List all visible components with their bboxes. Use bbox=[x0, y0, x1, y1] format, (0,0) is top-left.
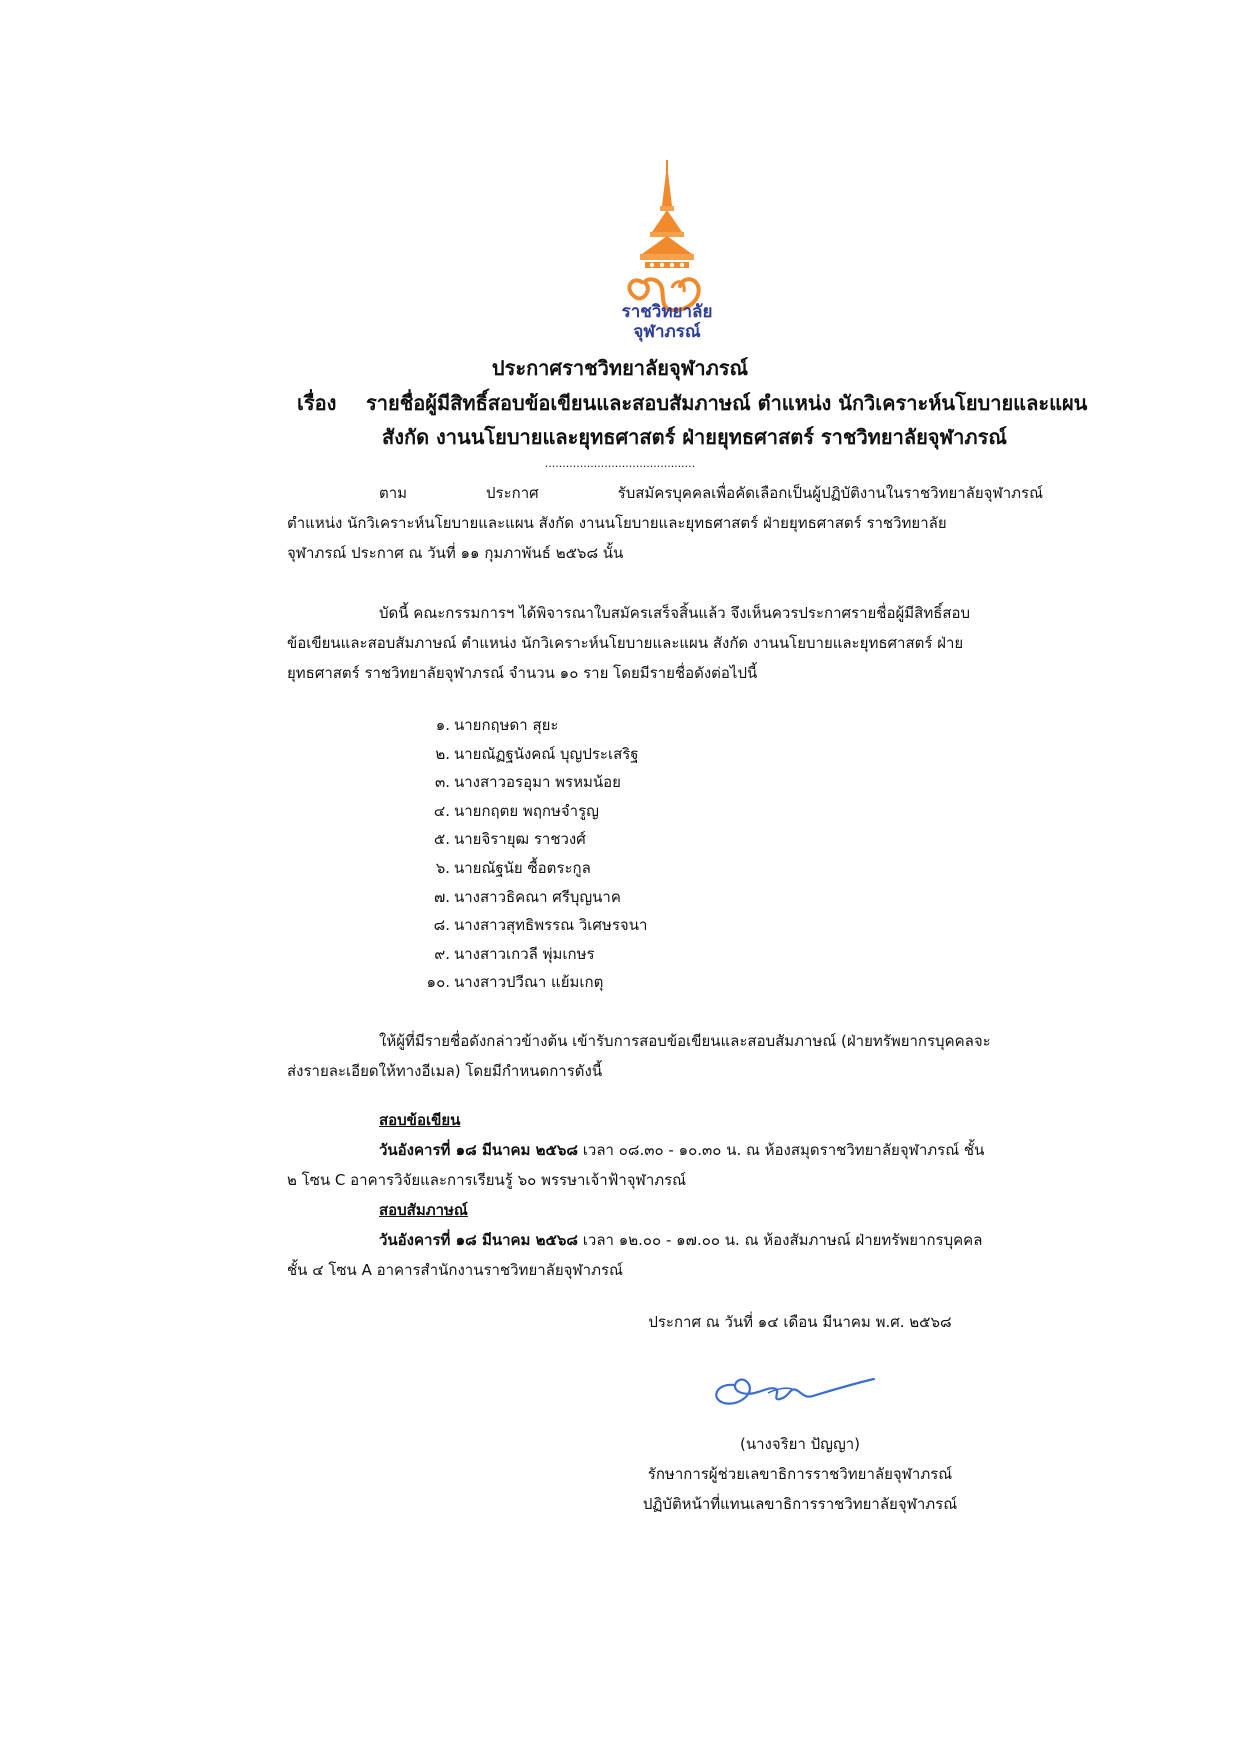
instructions-line-2: ส่งรายละเอียดให้ทางอีเมล) โดยมีกำหนดการดังนี้ bbox=[287, 1062, 603, 1080]
announce-date: ประกาศ ณ วันที่ ๑๔ เดือน มีนาคม พ.ศ. ๒๕๖๘ bbox=[648, 1313, 952, 1331]
announcement-line-1: บัดนี้ คณะกรรมการฯ ได้พิจารณาใบสมัครเสร็จสิ้นแล้ว จึงเห็นควรประกาศรายชื่อผู้มีสิทธิ์สอบ bbox=[379, 604, 971, 622]
announcement-line-2: ข้อเขียนและสอบสัมภาษณ์ ตำแหน่ง นักวิเคราะห์นโยบายและแผน สังกัด งานนโยบายและยุทธศาสตร์ ฝ่าย bbox=[287, 634, 964, 652]
instructions-line-1: ให้ผู้ที่มีรายชื่อดังกล่าวข้างต้น เข้ารับการสอบข้อเขียนและสอบสัมภาษณ์ (ฝ่ายทรัพยากรบุคคลจะ bbox=[379, 1032, 991, 1050]
signer-position-2: ปฏิบัติหน้าที่แทนเลขาธิการราชวิทยาลัยจุฬาภรณ์ bbox=[642, 1495, 958, 1513]
interview-line-1 bbox=[379, 1228, 982, 1252]
signer-name: (นางจริยา ปัญญา) bbox=[739, 1435, 861, 1453]
written-exam-date: วันอังคารที่ ๑๘ มีนาคม ๒๕๖๘ bbox=[379, 1141, 578, 1159]
handwritten-signature bbox=[706, 1355, 876, 1415]
list-item: ๔. นายกฤตย พฤกษจำรูญ bbox=[433, 801, 599, 820]
divider-dots: ........................................... bbox=[544, 457, 696, 470]
interview-heading: สอบสัมภาษณ์ bbox=[379, 1201, 468, 1219]
logo-text-line1: ราชวิทยาลัย bbox=[621, 302, 713, 322]
candidate-list bbox=[412, 711, 647, 997]
subject-label: เรื่อง bbox=[297, 391, 337, 415]
list-item: ๘. นางสาวสุทธิพรรณ วิเศษรจนา bbox=[433, 916, 648, 935]
subject-line-1: รายชื่อผู้มีสิทธิ์สอบข้อเขียนและสอบสัมภาษณ์ ตำแหน่ง นักวิเคราะห์นโยบายและแผน bbox=[366, 391, 1088, 415]
written-exam-line-1 bbox=[379, 1138, 984, 1162]
interview-detail-1: เวลา ๑๒.๐๐ - ๑๗.๐๐ น. ณ ห้องสัมภาษณ์ ฝ่ายทรัพยากรบุคคล bbox=[582, 1231, 983, 1249]
intro-word-2: ประกาศ bbox=[486, 484, 539, 502]
list-item: ๖. นายณัฐนัย ซื้อตระกูล bbox=[435, 858, 591, 877]
list-item: ๙. นางสาวเกวลี พุ่มเกษร bbox=[434, 944, 595, 963]
signer-position-1: รักษาการผู้ช่วยเลขาธิการราชวิทยาลัยจุฬาภรณ์ bbox=[647, 1465, 953, 1483]
list-item: ๑. นายกฤษดา สุยะ bbox=[435, 716, 559, 734]
intro-paragraph bbox=[287, 478, 1043, 568]
list-item: ๒. นายณัฏฐนังคณ์ บุญประเสริฐ bbox=[435, 744, 639, 763]
announcement-title: ประกาศราชวิทยาลัยจุฬาภรณ์ bbox=[491, 356, 749, 380]
interview-date: วันอังคารที่ ๑๘ มีนาคม ๒๕๖๘ bbox=[379, 1231, 578, 1249]
intro-word-3: รับสมัครบุคคลเพื่อคัดเลือกเป็นผู้ปฏิบัติงานในราชวิทยาลัยจุฬาภรณ์ bbox=[617, 484, 1043, 502]
announcement-paragraph bbox=[287, 598, 1043, 688]
intro-line-3: จุฬาภรณ์ ประกาศ ณ วันที่ ๑๑ กุมภาพันธ์ ๒๕๖๘ นั้น bbox=[287, 544, 624, 562]
interview-detail-2: ชั้น ๔ โซน A อาคารสำนักงานราชวิทยาลัยจุฬาภรณ์ bbox=[287, 1261, 623, 1279]
subject-line-2: สังกัด งานนโยบายและยุทธศาสตร์ ฝ่ายยุทธศาสตร์ ราชวิทยาลัยจุฬาภรณ์ bbox=[382, 425, 1007, 449]
announcement-line-3: ยุทธศาสตร์ ราชวิทยาลัยจุฬาภรณ์ จำนวน ๑๐ ราย โดยมีรายชื่อดังต่อไปนี้ bbox=[287, 664, 758, 682]
intro-line-2: ตำแหน่ง นักวิเคราะห์นโยบายและแผน สังกัด งานนโยบายและยุทธศาสตร์ ฝ่ายยุทธศาสตร์ ราชวิทยาลัย bbox=[287, 514, 947, 532]
written-exam-detail-1: เวลา ๐๘.๓๐ - ๑๐.๓๐ น. ณ ห้องสมุดราชวิทยาลัยจุฬาภรณ์ ชั้น bbox=[582, 1141, 985, 1159]
list-item: ๑๐. นางสาวปวีณา แย้มเกตุ bbox=[426, 973, 604, 992]
written-exam-heading: สอบข้อเขียน bbox=[379, 1111, 461, 1129]
list-item: ๗. นางสาวธิคณา ศรีบุญนาค bbox=[433, 887, 621, 906]
list-item: ๓. นางสาวอรอุมา พรหมน้อย bbox=[434, 773, 621, 792]
instructions-paragraph bbox=[287, 1026, 1043, 1086]
list-item: ๕. นายจิรายุฒ ราชวงศ์ bbox=[433, 830, 586, 849]
written-exam-detail-2: ๒ โซน C อาคารวิจัยและการเรียนรู้ ๖๐ พรรษาเจ้าฟ้าจุฬาภรณ์ bbox=[287, 1171, 687, 1189]
intro-word-1: ตาม bbox=[379, 484, 408, 502]
logo-text-line2: จุฬาภรณ์ bbox=[633, 322, 701, 342]
